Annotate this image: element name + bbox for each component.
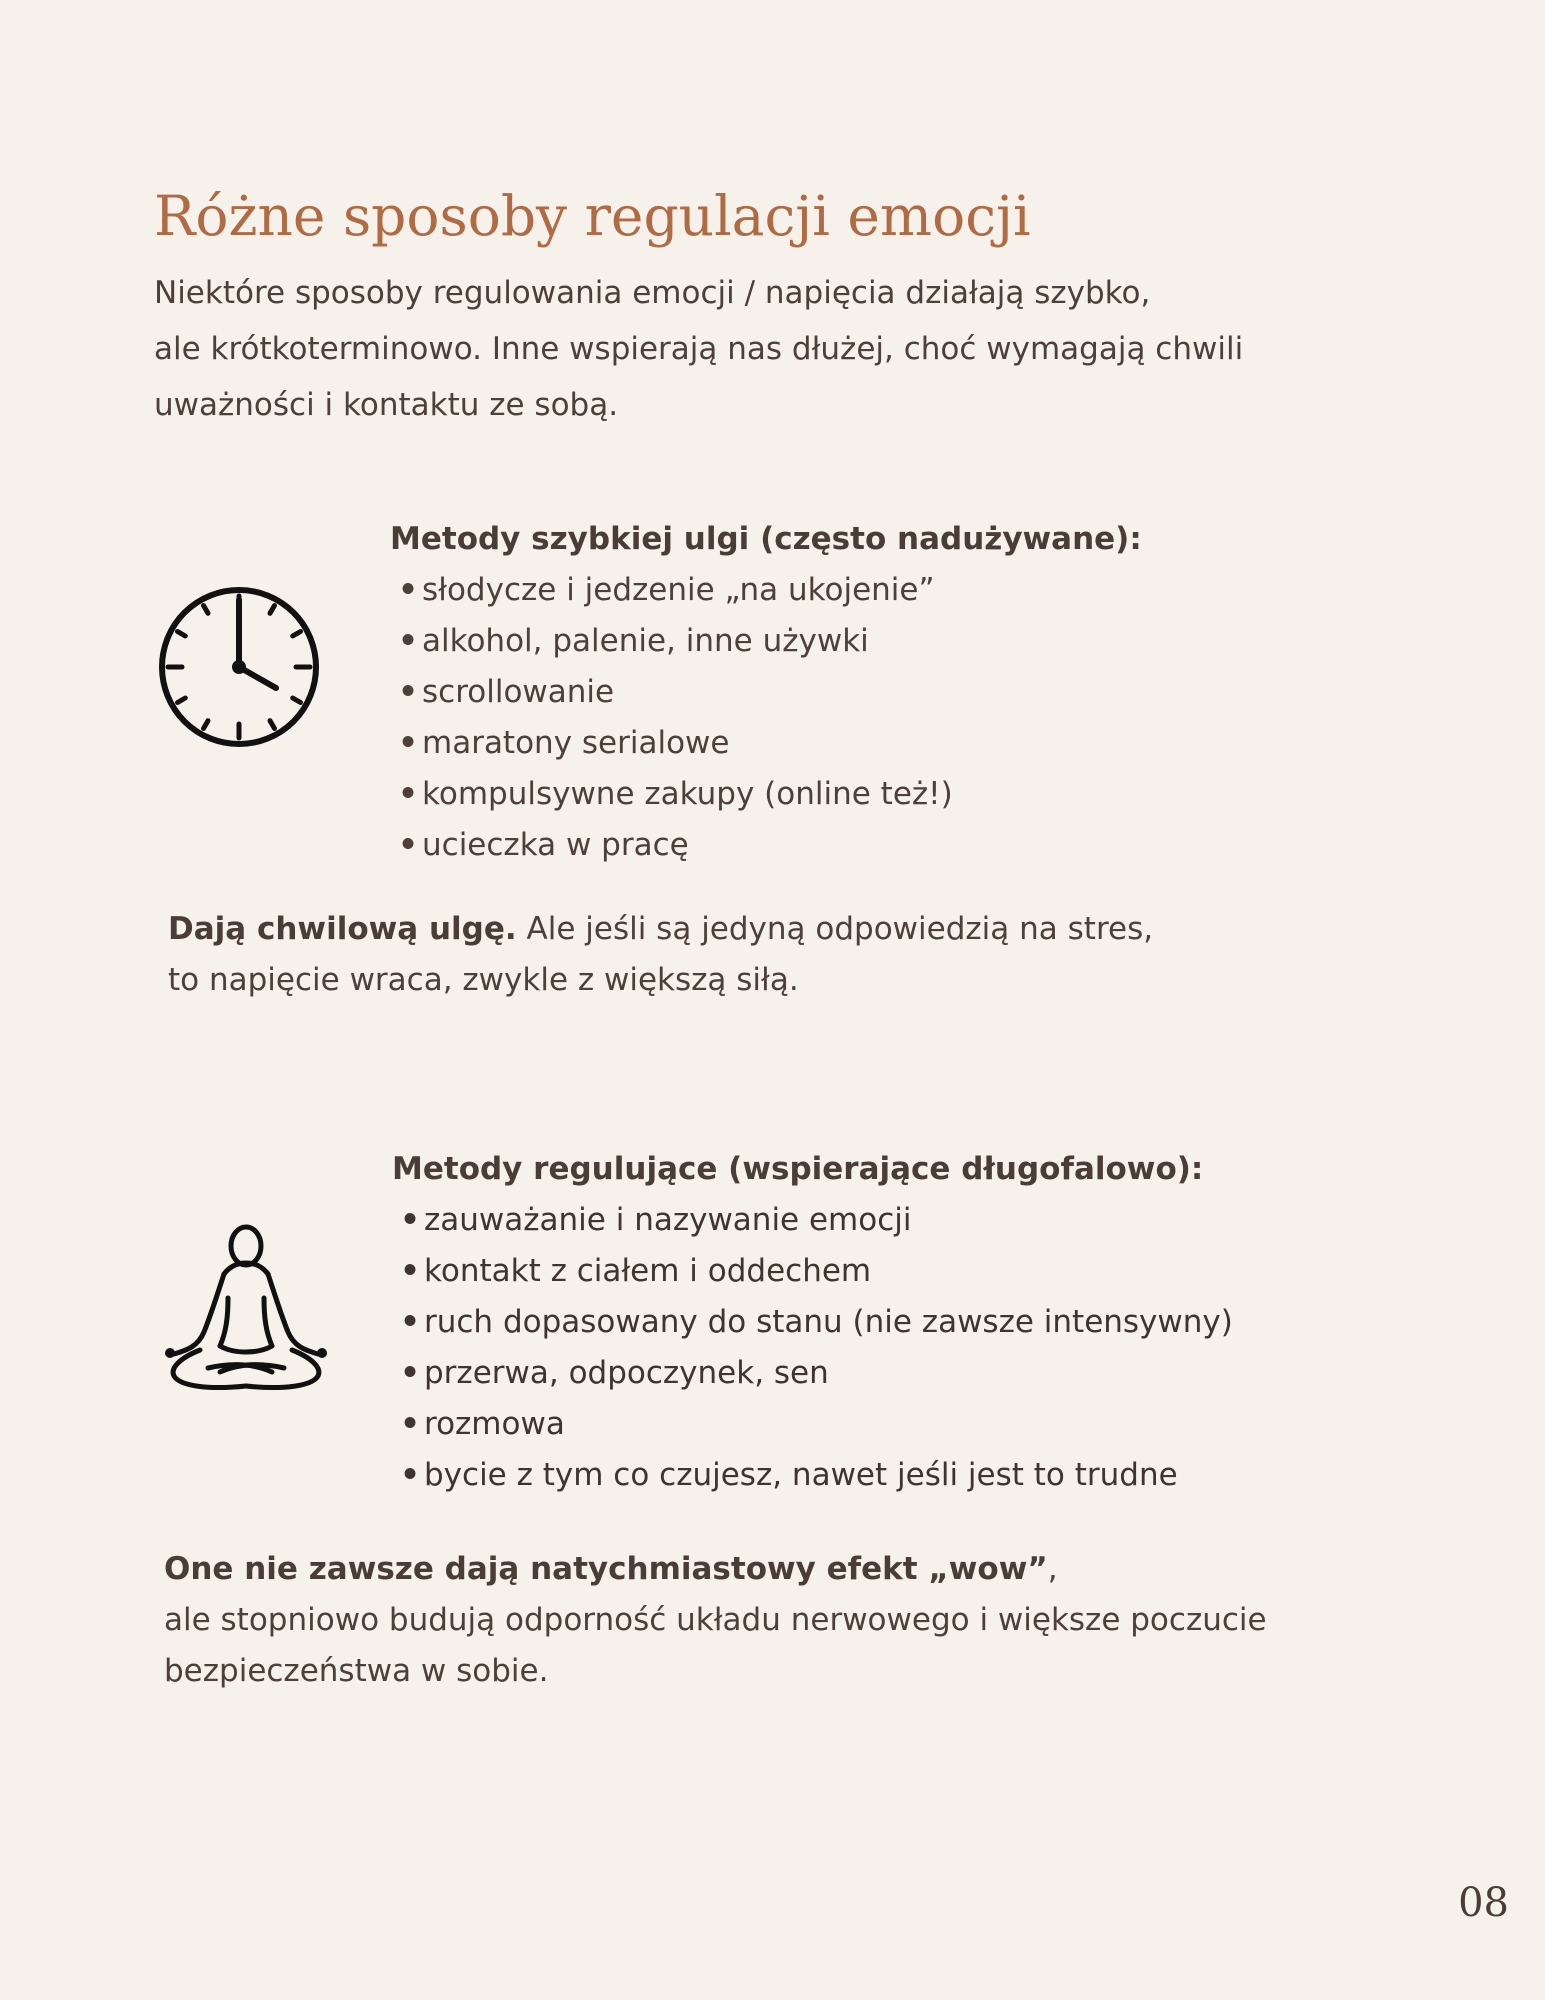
list-item: • rozmowa — [396, 1399, 1233, 1450]
list-item: • słodycze i jedzenie „na ukojenie” — [394, 565, 953, 616]
regulating-heading: Metody regulujące (wspierające długofalowo): — [392, 1151, 1204, 1187]
list-item: • ucieczka w pracę — [394, 820, 953, 871]
list-item: • zauważanie i nazywanie emocji — [396, 1195, 1233, 1246]
note-line — [164, 1544, 1267, 1595]
note-bold: One nie zawsze dają natychmiastowy efekt „wow” — [164, 1551, 1048, 1587]
list-item: • scrollowanie — [394, 667, 953, 718]
intro-paragraph — [154, 265, 1404, 433]
note-line: bezpieczeństwa w sobie. — [164, 1653, 549, 1689]
list-item: • alkohol, palenie, inne używki — [394, 616, 953, 667]
intro-line: ale krótkoterminowo. Inne wspierają nas dłużej, choć wymagają chwili — [154, 331, 1244, 367]
clock-icon — [156, 584, 322, 750]
quick-relief-heading: Metody szybkiej ulgi (często nadużywane): — [390, 521, 1142, 557]
regulating-list — [396, 1195, 1233, 1501]
list-item: • ruch dopasowany do stanu (nie zawsze intensywny) — [396, 1297, 1233, 1348]
note-bold: Dają chwilową ulgę. — [168, 911, 517, 947]
list-item: • kontakt z ciałem i oddechem — [396, 1246, 1233, 1297]
list-item: • bycie z tym co czujesz, nawet jeśli jest to trudne — [396, 1450, 1233, 1501]
regulating-note — [164, 1544, 1267, 1697]
meditation-icon — [160, 1222, 332, 1392]
list-item: • maratony serialowe — [394, 718, 953, 769]
quick-relief-note — [168, 904, 1153, 1006]
note-line — [168, 904, 1153, 955]
note-text: Ale jeśli są jedyną odpowiedzią na stres, — [516, 911, 1154, 947]
page-number: 08 — [1458, 1880, 1509, 1926]
quick-relief-list — [394, 565, 953, 871]
page-title: Różne sposoby regulacji emocji — [154, 184, 1031, 248]
note-line: to napięcie wraca, zwykle z większą siłą. — [168, 962, 799, 998]
list-item: • kompulsywne zakupy (online też!) — [394, 769, 953, 820]
intro-line: Niektóre sposoby regulowania emocji / napięcia działają szybko, — [154, 275, 1151, 311]
list-item: • przerwa, odpoczynek, sen — [396, 1348, 1233, 1399]
note-line: ale stopniowo budują odporność układu nerwowego i większe poczucie — [164, 1602, 1267, 1638]
intro-line: uważności i kontaktu ze sobą. — [154, 387, 619, 423]
note-text: , — [1047, 1551, 1058, 1587]
